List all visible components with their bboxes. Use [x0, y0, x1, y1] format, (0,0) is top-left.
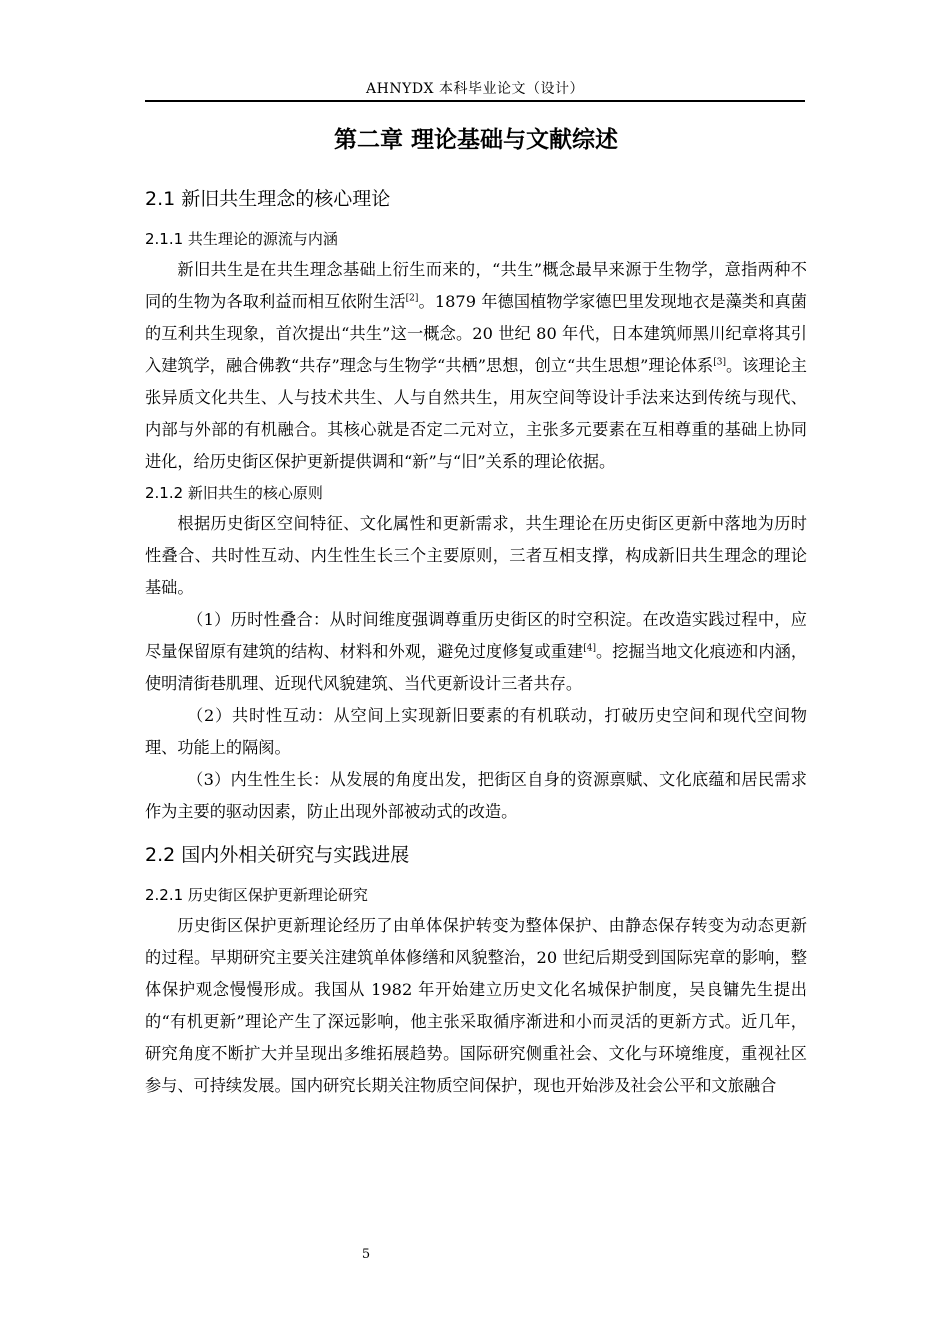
paragraph-core-principles: 根据历史街区空间特征、文化属性和更新需求，共生理论在历史街区更新中落地为历时性叠合、共时性互动、内生性生长三个主要原则，三者互相支撑，构成新旧共生理念的理论基础。 — [145, 514, 807, 597]
paragraph-text: 。1879 年德国植物学家德巴里发现地衣是藻类和真菌的互利共生现象，首次提出“共生”这一概念。20 世纪 80 年代，日本建筑师黑川纪章将其引入建筑学，融合佛教“共存”理念与生物学“共栖”思想，创立“共生思想”理论体系 — [145, 292, 807, 375]
paragraph-text: 新旧共生是在共生理念基础上衍生而来的，“共生”概念最早来源于生物学，意指两种不同的生物为各取利益而相互依附生活 — [145, 260, 807, 311]
paragraph-theory-research: 历史街区保护更新理论经历了由单体保护转变为整体保护、由静态保存转变为动态更新的过程。早期研究主要关注建筑单体修缮和风貌整治，20 世纪后期受到国际宪章的影响，整体保护观念慢慢形成。我国从 1982 年开始建立历史文化名城保护制度，吴良镛先生提出的“有机更新”理论产生了深远影响，他主张采取循序渐进和小而灵活的更新方式。近几年，研究角度不断扩大并呈现出多维拓展趋势。国际研究侧重社会、文化与环境维度，重视社区参与、可持续发展。国内研究长期关注物质空间保护，现也开始涉及社会公平和文旅融合 — [145, 916, 807, 1095]
list-item-endogenous: （3）内生性生长：从发展的角度出发，把街区自身的资源禀赋、文化底蕴和居民需求作为主要的驱动因素，防止出现外部被动式的改造。 — [145, 770, 807, 821]
page-body — [145, 122, 807, 1102]
citation-ref: [3] — [713, 357, 726, 368]
page-header: AHNYDX 本科毕业论文（设计） — [366, 81, 584, 97]
section-heading-2-2: 2.2 国内外相关研究与实践进展 — [145, 844, 410, 866]
paragraph-text: 。该理论主张异质文化共生、人与技术共生、人与自然共生，用灰空间等设计手法来达到传统与现代、内部与外部的有机融合。其核心就是否定二元对立，主张多元要素在互相尊重的基础上协同进化，给历史街区保护更新提供调和“新”与“旧”关系的理论依据。 — [145, 356, 807, 471]
citation-ref: [2] — [405, 293, 419, 304]
list-item-diachronic — [145, 604, 807, 700]
subsection-heading-2-2-1: 2.2.1 历史街区保护更新理论研究 — [145, 886, 368, 904]
subsection-heading-2-1-2: 2.1.2 新旧共生的核心原则 — [145, 484, 323, 502]
header-rule — [145, 100, 805, 102]
subsection-heading-2-1-1: 2.1.1 共生理论的源流与内涵 — [145, 230, 338, 248]
citation-ref: [4] — [583, 643, 596, 654]
section-heading-2-1: 2.1 新旧共生理念的核心理论 — [145, 188, 391, 210]
paragraph-text: （1）历时性叠合：从时间维度强调尊重历史街区的时空积淀。在改造实践过程中，应尽量保留原有建筑的结构、材料和外观，避免过度修复或重建 — [145, 610, 807, 661]
section-gap — [145, 828, 807, 838]
paragraph-symbiosis-origin — [145, 254, 807, 478]
page-number: 5 — [361, 1247, 371, 1262]
list-item-synchronic: （2）共时性互动：从空间上实现新旧要素的有机联动，打破历史空间和现代空间物理、功能上的隔阂。 — [145, 706, 807, 757]
paragraph-text: 。挖掘当地文化痕迹和内涵，使明清街巷肌理、近现代风貌建筑、当代更新设计三者共存。 — [145, 642, 808, 693]
chapter-title: 第二章 理论基础与文献综述 — [333, 127, 618, 153]
